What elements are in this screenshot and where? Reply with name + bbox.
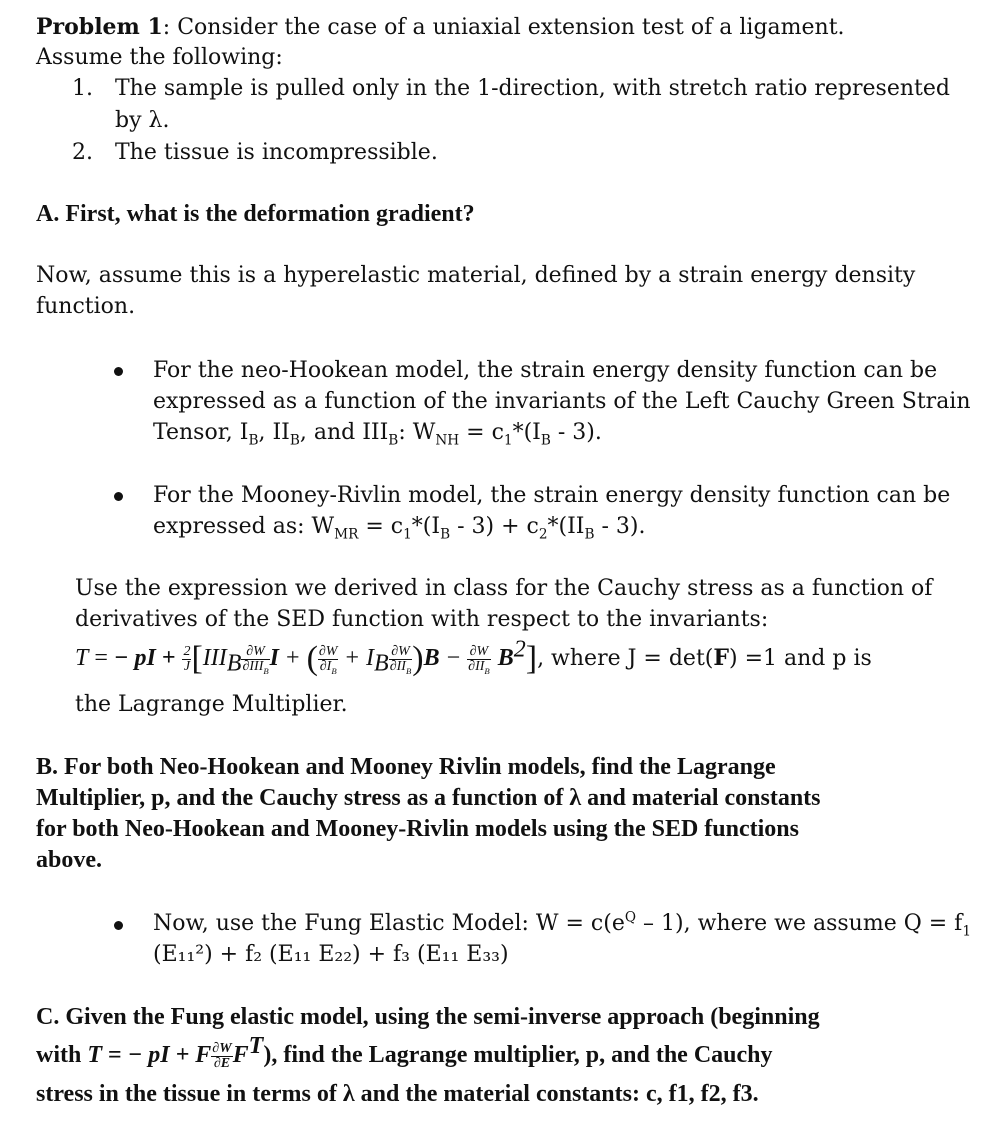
part-a-question: A. First, what is the deformation gradient? — [36, 201, 475, 227]
bullet-neo-hookean — [114, 367, 123, 376]
mr-line2: expressed as: $W_{MR} = c_1*(I_B - 3) + c_2*(II_B - 3)$. — [153, 514, 646, 543]
bullet-mooney-rivlin — [114, 492, 123, 501]
part-b-line2: Multiplier, p, and the Cauchy stress as a function of λ and material constants — [36, 785, 821, 811]
problem-title-rest: : Consider the case of a uniaxial extension test of a ligament. — [162, 15, 845, 40]
bullet-fung — [114, 921, 123, 930]
intro-line2: function. — [36, 294, 136, 319]
neo-line3: Tensor, $I_B$, $II_B$, and $III_B$: $W_{NH} = c_1*(I_B - 3)$. — [153, 420, 602, 449]
part-c-line3: stress in the tissue in terms of λ and the material constants: c, f1, f2, f3. — [36, 1081, 759, 1107]
frac-dw-dib: $\frac{\partial W}{\partial I_B}$ — [318, 643, 338, 676]
intro-line1: Now, assume this is a hyperelastic material, defined by a strain energy density — [36, 263, 916, 288]
item-2-line1: The tissue is incompressible. — [115, 140, 438, 165]
item-1-number: 1. — [72, 76, 93, 101]
assume-line: Assume the following: — [36, 45, 283, 70]
frac-dw-de: $\frac{\partial W}{\partial E}$ — [212, 1040, 232, 1071]
part-b-line1: B. For both Neo-Hookean and Mooney Rivlin models, find the Lagrange — [36, 754, 776, 780]
cauchy-equation: T = − pI + $\frac{2}{J}$ [$III_B$ $\frac{\partial W}{\partial III_B}$ I + ( $\frac{\partial W}{\partial I_B}$ + $I_B$ $\frac{\partial W}{\partial II_B}$ )B − $\frac{\partial W}{\partial II_B}$ $B^2$], where J = det(F) =1 and p is — [75, 636, 872, 677]
item-1-line1: The sample is pulled only in the 1-direction, with stretch ratio represented — [115, 76, 950, 101]
frac-dw-diib: $\frac{\partial W}{\partial II_B}$ — [389, 643, 412, 676]
cauchy-line1: Use the expression we derived in class for the Cauchy stress as a function of — [75, 576, 933, 601]
part-b-line4: above. — [36, 847, 102, 873]
frac-two-over-j: $\frac{2}{J}$ — [183, 643, 191, 674]
neo-line2: expressed as a function of the invariants of the Left Cauchy Green Strain — [153, 389, 971, 414]
cauchy-line2: derivatives of the SED function with respect to the invariants: — [75, 607, 769, 632]
mr-line1: For the Mooney-Rivlin model, the strain energy density function can be — [153, 483, 951, 508]
problem-title — [36, 12, 845, 43]
frac-dw-diib-2: $\frac{\partial W}{\partial II_B}$ — [468, 643, 490, 676]
fung-line2: (E₁₁²) + f₂ (E₁₁ E₂₂) + f₃ (E₁₁ E₃₃) — [153, 942, 509, 967]
fung-line1: Now, use the Fung Elastic Model: $W = c(e^Q - 1)$, where we assume $Q = f_1$ — [153, 909, 971, 940]
part-b-line3: for both Neo-Hookean and Mooney-Rivlin models using the SED functions — [36, 816, 799, 842]
neo-line1: For the neo-Hookean model, the strain energy density function can be — [153, 358, 938, 383]
cauchy-last-line: the Lagrange Multiplier. — [75, 692, 348, 717]
frac-dw-diiib: $\frac{\partial W}{\partial III_B}$ — [242, 643, 269, 676]
item-1-line2: by λ. — [115, 108, 170, 133]
item-2-number: 2. — [72, 140, 93, 165]
part-c-line1: C. Given the Fung elastic model, using the semi-inverse approach (beginning — [36, 1004, 820, 1030]
part-c-line2: with T = − pI + F $\frac{\partial W}{\partial E}$ $F^T$), find the Lagrange multiplier, p, and the Cauchy — [36, 1033, 773, 1071]
problem-label: Problem 1 — [36, 14, 163, 40]
